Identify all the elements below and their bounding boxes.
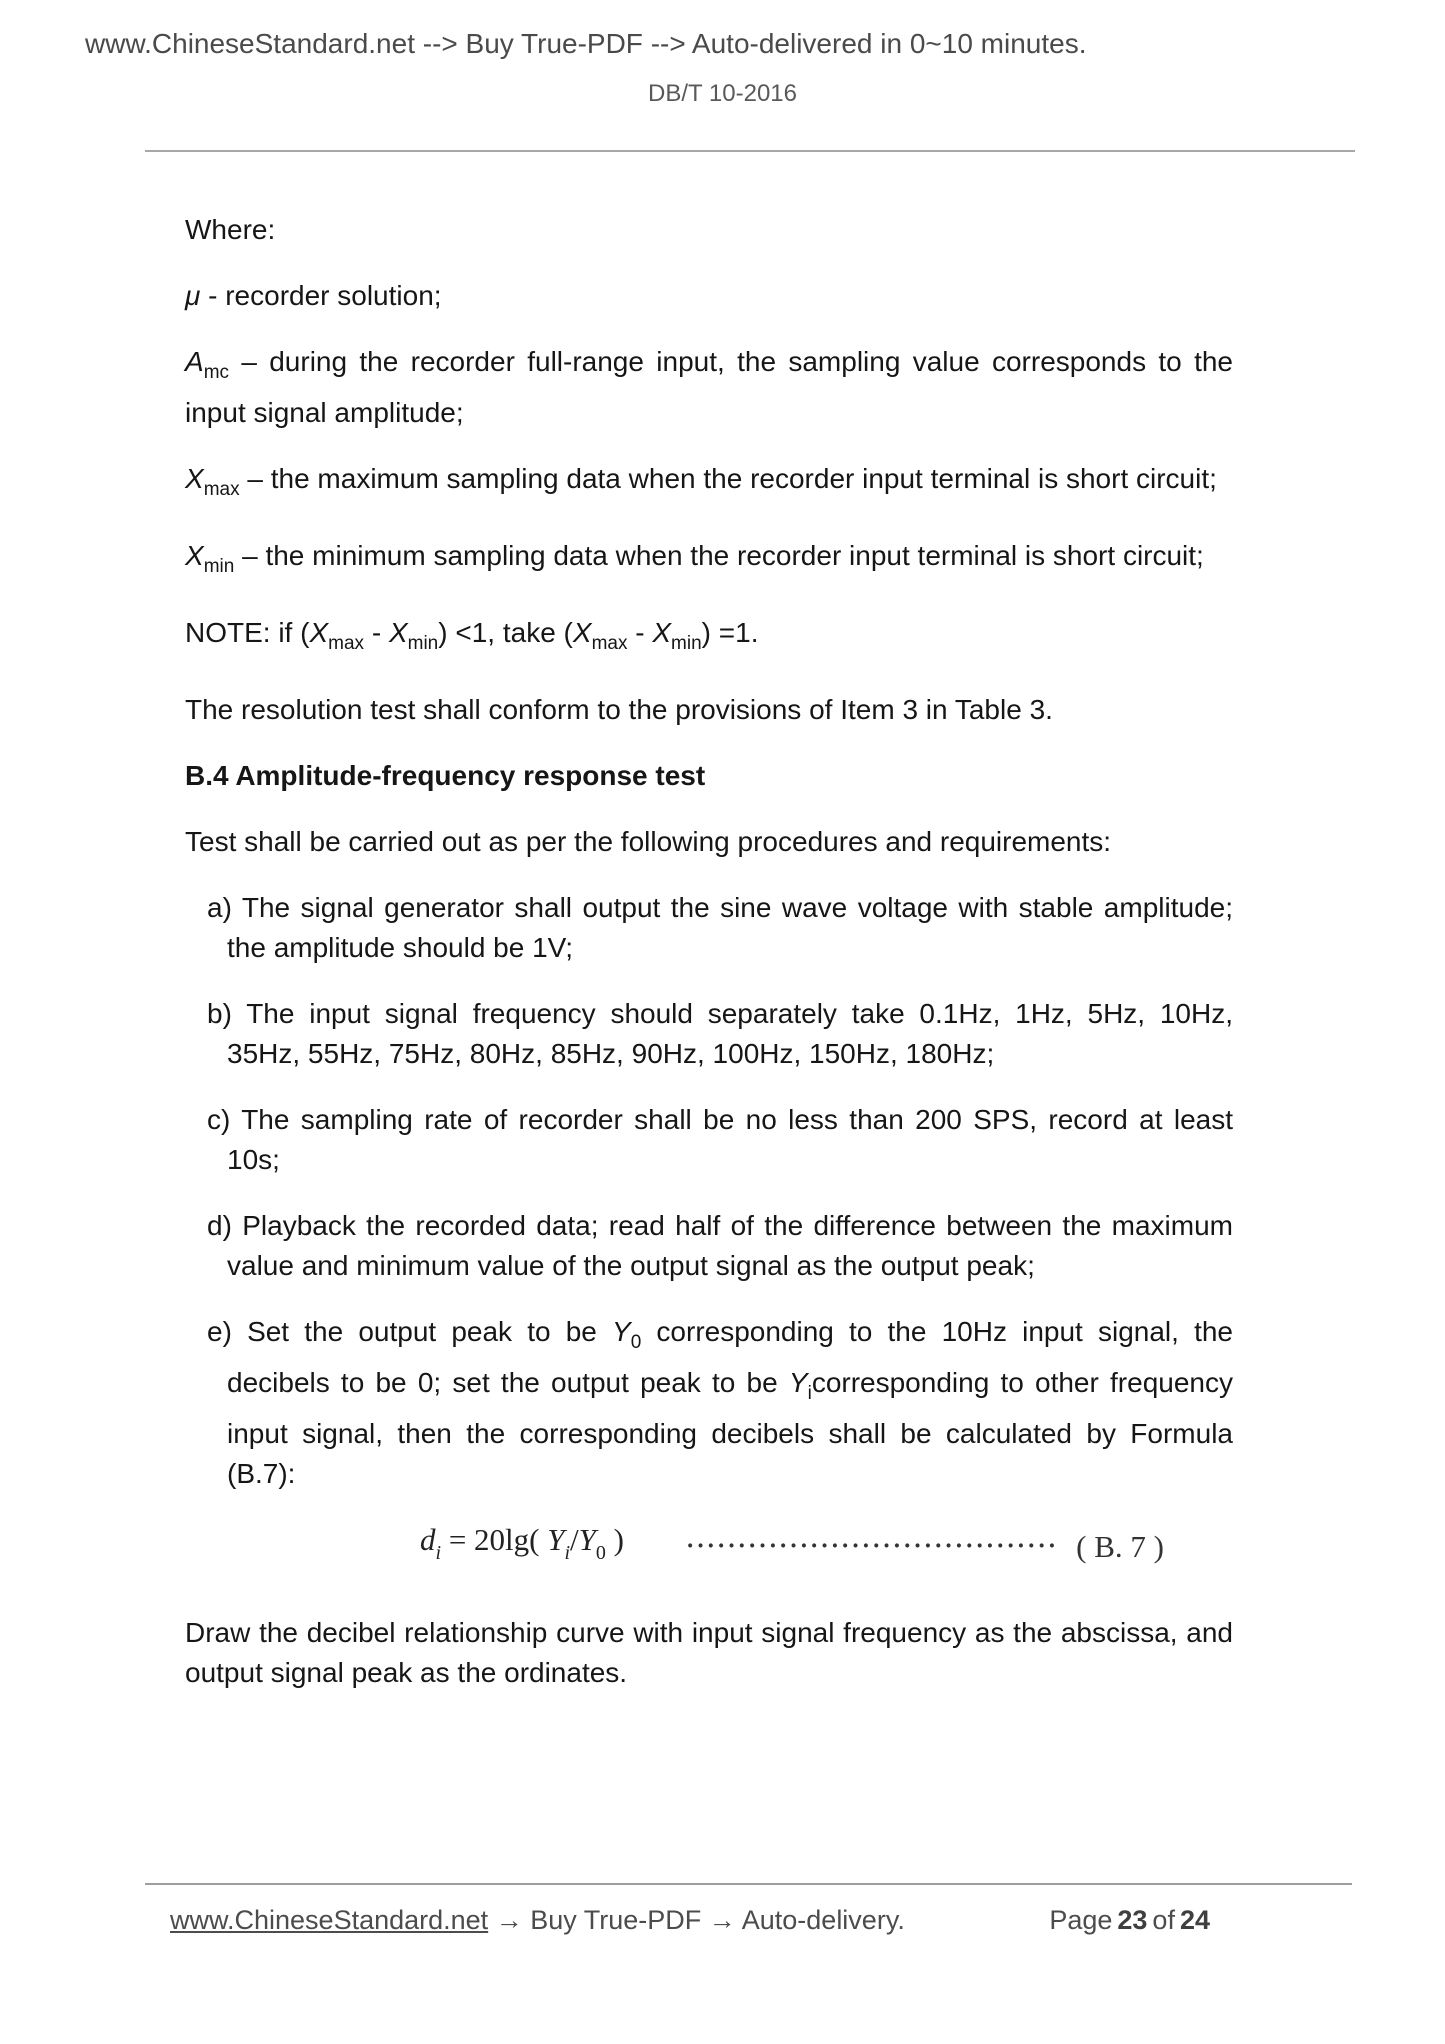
page-total: 24 bbox=[1179, 1905, 1210, 1935]
formula-number-label: ( B. 7 ) bbox=[1076, 1528, 1164, 1564]
amc-text: – during the recorder full-range input, the sampling value corresponds to the input signal amplitude; bbox=[185, 346, 1233, 428]
list-item-d bbox=[185, 1206, 1233, 1286]
resolution-paragraph: The resolution test shall conform to the provisions of Item 3 in Table 3. bbox=[185, 694, 1053, 725]
list-text-e: Set the output peak to be bbox=[247, 1316, 612, 1347]
list-text-a: The signal generator shall output the sine wave voltage with stable amplitude; the amplitude should be 1V; bbox=[227, 892, 1233, 963]
list-text-b: The input signal frequency should separately take 0.1Hz, 1Hz, 5Hz, 10Hz, 35Hz, 55Hz, 75Hz, 80Hz, 85Hz, 90Hz, 100Hz, 150Hz, 180Hz; bbox=[227, 998, 1234, 1069]
note-text: NOTE: if ( bbox=[185, 617, 310, 648]
header-rule bbox=[145, 150, 1355, 152]
page-footer bbox=[170, 1905, 1215, 1936]
note-text: - bbox=[627, 617, 653, 648]
xmax-subscript: max bbox=[203, 479, 240, 500]
y0-formula-subscript: 0 bbox=[595, 1542, 606, 1564]
yi-formula-symbol: Y bbox=[547, 1522, 565, 1557]
list-marker-b: b) bbox=[207, 998, 232, 1029]
list-text-e: corresponding to other frequency input signal, then the corresponding decibels shall be calculated by Formula (B.7): bbox=[227, 1367, 1233, 1489]
xmax-symbol: X bbox=[185, 463, 204, 494]
yi-symbol: Y bbox=[788, 1367, 808, 1398]
intro-paragraph: Test shall be carried out as per the following procedures and requirements: bbox=[185, 826, 1112, 857]
xmin-text: – the minimum sampling data when the recorder input terminal is short circuit; bbox=[234, 540, 1204, 571]
formula-equals: = 20lg( bbox=[441, 1522, 548, 1557]
footer-delivery-text: → Buy True-PDF → Auto-delivery. bbox=[488, 1905, 905, 1935]
mu-symbol: μ bbox=[185, 280, 201, 311]
list-item-c bbox=[185, 1100, 1233, 1180]
list-marker-c: c) bbox=[207, 1104, 231, 1135]
xmin-symbol: X bbox=[185, 540, 204, 571]
xmin-subscript: min bbox=[203, 556, 235, 577]
y0-symbol: Y bbox=[612, 1316, 631, 1347]
note-xmax-sub: max bbox=[328, 633, 365, 654]
formula-b7 bbox=[185, 1520, 1233, 1573]
footer-text bbox=[170, 1905, 905, 1936]
d-subscript: i bbox=[435, 1542, 442, 1564]
document-body bbox=[185, 210, 1233, 1719]
list-text-d: Playback the recorded data; read half of the difference between the maximum value and minimum value of the output signal as the output peak; bbox=[227, 1210, 1233, 1281]
yi-formula-subscript: i bbox=[564, 1542, 571, 1564]
d-symbol: d bbox=[420, 1522, 436, 1557]
list-marker-d: d) bbox=[207, 1210, 232, 1241]
footer-site-link[interactable]: www.ChineseStandard.net bbox=[170, 1905, 489, 1935]
yi-subscript: i bbox=[807, 1383, 812, 1404]
y0-formula-symbol: Y bbox=[578, 1522, 596, 1557]
where-label: Where: bbox=[185, 214, 276, 245]
note-xmin-symbol: X bbox=[388, 617, 408, 648]
def-amc bbox=[185, 342, 1233, 433]
note-line bbox=[185, 613, 1233, 664]
def-xmin bbox=[185, 536, 1233, 587]
note-text: ) <1, take ( bbox=[438, 617, 573, 648]
doc-number: DB/T 10-2016 bbox=[648, 80, 797, 107]
y0-subscript: 0 bbox=[630, 1332, 642, 1353]
list-text-c: The sampling rate of recorder shall be no less than 200 SPS, record at least 10s; bbox=[227, 1104, 1233, 1175]
list-marker-a: a) bbox=[207, 892, 232, 923]
formula-slash: / bbox=[570, 1522, 579, 1557]
mu-text: - recorder solution; bbox=[200, 280, 442, 311]
page-of-label: of bbox=[1152, 1905, 1175, 1935]
footer-rule bbox=[145, 1883, 1352, 1885]
closing-paragraph: Draw the decibel relationship curve with input signal frequency as the abscissa, and output signal peak as the ordinates. bbox=[185, 1617, 1233, 1688]
list-marker-e: e) bbox=[207, 1316, 232, 1347]
list-item-e bbox=[185, 1312, 1233, 1494]
xmax-text: – the maximum sampling data when the recorder input terminal is short circuit; bbox=[239, 463, 1217, 494]
note-xmax-symbol: X bbox=[572, 617, 592, 648]
formula-close-paren: ) bbox=[605, 1522, 624, 1557]
site-banner: www.ChineseStandard.net --> Buy True-PDF --> Auto-delivered in 0~10 minutes. bbox=[85, 28, 1087, 59]
formula-dot-leader: ···································· bbox=[686, 1532, 1059, 1560]
amc-subscript: mc bbox=[203, 362, 230, 383]
note-text: ) =1. bbox=[701, 617, 759, 648]
formula-expression bbox=[420, 1520, 624, 1573]
list-text-e: corresponding to the 10Hz input signal, the decibels to be 0; set the output peak to be bbox=[227, 1316, 1234, 1398]
note-xmax-sub: max bbox=[591, 633, 628, 654]
note-xmin-sub: min bbox=[407, 633, 439, 654]
note-text: - bbox=[364, 617, 389, 648]
section-heading-b4: B.4 Amplitude-frequency response test bbox=[185, 760, 706, 791]
amc-symbol: A bbox=[185, 346, 204, 377]
note-xmax-symbol: X bbox=[309, 617, 329, 648]
def-xmax bbox=[185, 459, 1233, 510]
note-xmin-symbol: X bbox=[652, 617, 672, 648]
page-indicator bbox=[1049, 1905, 1215, 1936]
page-label: Page bbox=[1049, 1905, 1113, 1935]
page-current: 23 bbox=[1117, 1905, 1148, 1935]
note-xmin-sub: min bbox=[671, 633, 702, 654]
def-mu bbox=[185, 276, 1233, 316]
list-item-b bbox=[185, 994, 1233, 1074]
list-item-a bbox=[185, 888, 1233, 968]
